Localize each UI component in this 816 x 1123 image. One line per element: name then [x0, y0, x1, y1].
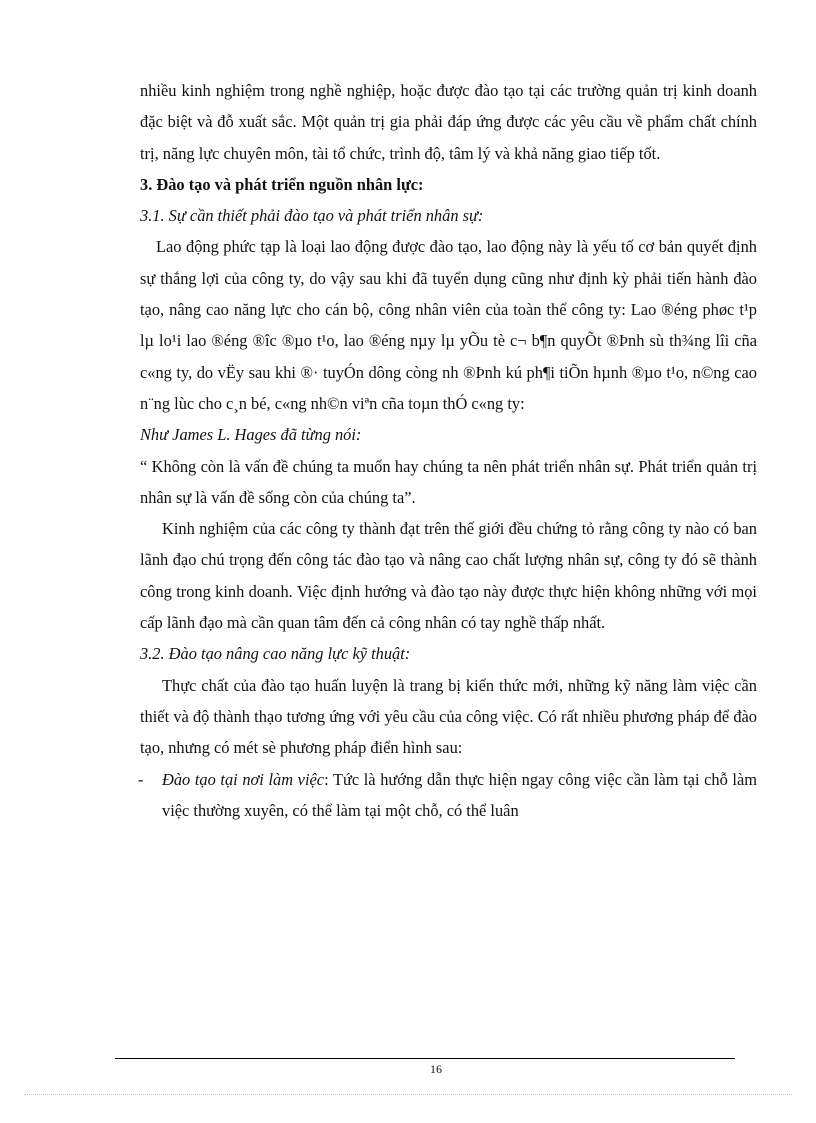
footer-rule — [115, 1058, 735, 1059]
quote-attribution: Như James L. Hages đã từng nói: — [140, 425, 362, 445]
paragraph-training: Thực chất của đào tạo huấn luyện là trang bị kiến thức mới, những kỹ năng làm việc cần thiết và độ thành thạo tương ứng với yêu cầu của công việc. Có rất nhiều phương pháp để đào tạo, nhưng có mét sè phương pháp điển hình sau: — [140, 675, 757, 758]
page-number: 16 — [430, 1062, 442, 1076]
heading-section-3-2: 3.2. Đào tạo nâng cao năng lực kỹ thuật: — [140, 644, 411, 664]
bullet-term: Đào tạo tại nơi làm việc — [162, 769, 325, 789]
paragraph-intro: nhiều kinh nghiệm trong nghề nghiệp, hoặc được đào tạo tại các trường quản trị kinh doanh đặc biệt và đỗ xuất sắc. Một quản trị gia phải đáp ứng được các yêu cầu về phẩm chất chính trị, năng lực chuyên môn, tài tổ chức, trình độ, tâm lý và khả năng giao tiếp tốt. — [140, 81, 757, 163]
quote-text: “ Không còn là vấn đề chúng ta muốn hay chúng ta nên phát triển nhân sự. Phát triển quản trị nhân sự là vấn đề sống còn của chúng ta”. — [140, 456, 757, 507]
paragraph-labor: Lao động phức tạp là loại lao động được đào tạo, lao động này là yếu tố cơ bản quyết định sự thắng lợi của công ty, do vậy sau khi đã tuyển dụng cũng như định kỳ phải tiến hành đào tạo, nâng cao năng lực cho cán bộ, công nhân viên của toàn thể công ty: Lao ®éng phøc t¹p lµ lo¹i lao ®éng ®îc ®µo t¹o, lao ®éng nµy lµ yÕu tè c¬ b¶n quyÕt ®Þnh sù th¾ng lîi cña c«ng ty, do vËy sau khi ®· tuyÓn dông còng nh ®Þnh kú ph¶i tiÕn hµnh ®µo t¹o, n©ng cao n¨ng lùc cho c¸n bé, c«ng nh©n viªn cña toµn thÓ c«ng ty: — [140, 237, 757, 413]
page-boundary-dotted-line — [24, 1094, 792, 1095]
heading-section-3-1: 3.1. Sự cần thiết phải đào tạo và phát triển nhân sự: — [140, 206, 484, 226]
body-text — [140, 75, 757, 826]
bullet-text: : Tức là hướng dẫn thực hiện ngay công việc cần làm tại chỗ làm việc thường xuyên, có thể làm tại một chỗ, có thể luân — [162, 769, 757, 820]
heading-section-3: 3. Đào tạo và phát triển nguồn nhân lực: — [140, 174, 424, 194]
paragraph-experience: Kinh nghiệm của các công ty thành đạt trên thế giới đều chứng tỏ rằng công ty nào có ban lãnh đạo chú trọng đến công tác đào tạo và nâng cao chất lượng nhân sự, công ty đó sẽ thành công trong kinh doanh. Việc định hướng và đào tạo này được thực hiện không những với mọi cấp lãnh đạo mà cần quan tâm đến cả công nhân có tay nghề thấp nhất. — [140, 519, 757, 633]
bullet-dash: - — [138, 769, 144, 789]
bullet-item-onsite-training — [140, 764, 757, 827]
